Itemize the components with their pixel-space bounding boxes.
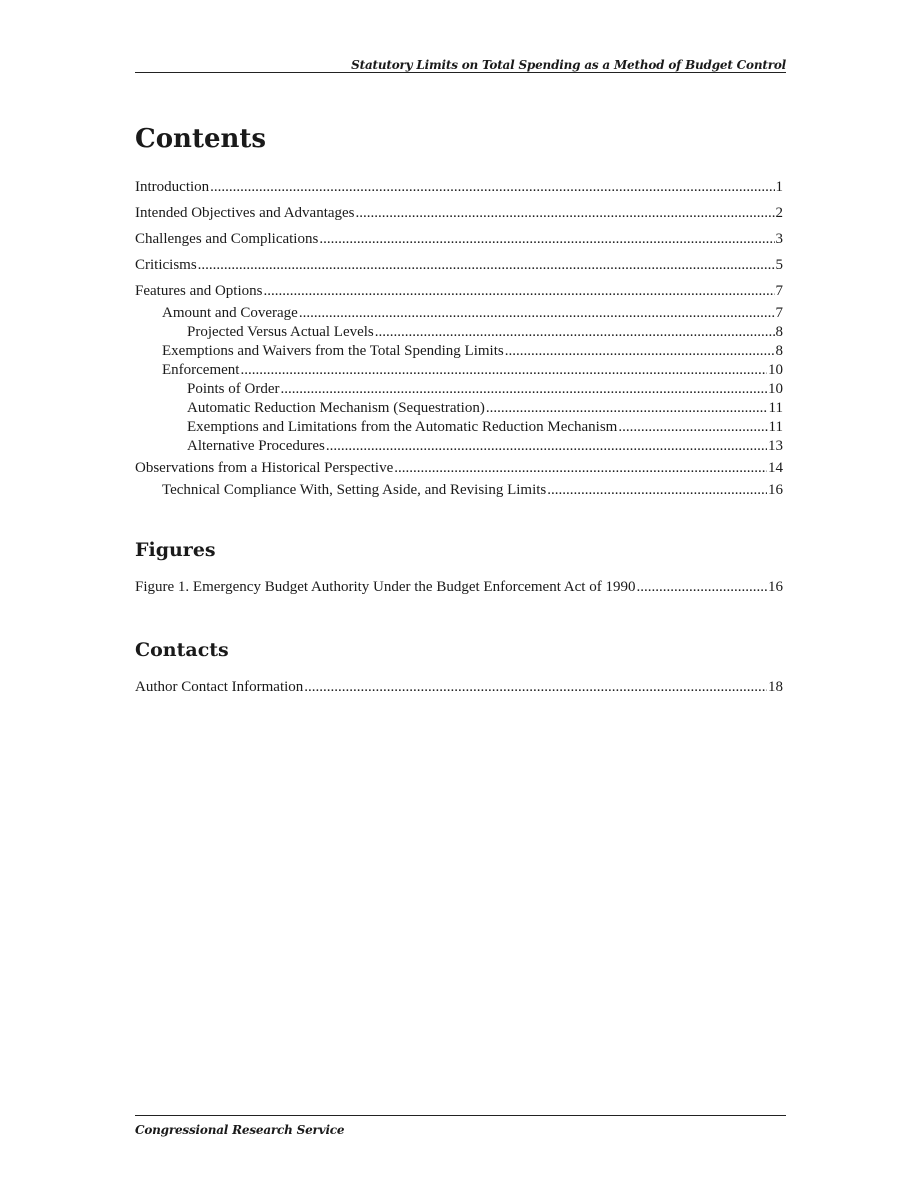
dot-leader xyxy=(505,342,775,361)
toc-entry-title: Points of Order xyxy=(187,381,280,397)
dot-leader xyxy=(356,204,775,223)
toc-entry[interactable] xyxy=(135,578,783,597)
dot-leader xyxy=(618,418,767,437)
toc-entry-page: 10 xyxy=(768,362,783,378)
toc-entry[interactable] xyxy=(135,204,783,223)
dot-leader xyxy=(636,578,767,597)
toc-entry[interactable] xyxy=(135,282,783,301)
toc-entry-page: 16 xyxy=(768,579,783,595)
dot-leader xyxy=(486,399,768,418)
toc-entry-title: Exemptions and Limitations from the Automatic Reduction Mechanism xyxy=(187,419,618,435)
toc-entry-title: Author Contact Information xyxy=(135,679,304,695)
contacts-heading: Contacts xyxy=(135,639,229,661)
toc-entry[interactable] xyxy=(135,361,783,380)
toc-entry[interactable] xyxy=(135,304,783,323)
toc-entry-page: 11 xyxy=(768,419,783,435)
toc-entry-page: 13 xyxy=(768,438,783,454)
toc-entry-title: Features and Options xyxy=(135,283,263,299)
running-title: Statutory Limits on Total Spending as a Method of Budget Control xyxy=(351,58,786,72)
toc-entry[interactable] xyxy=(135,678,783,697)
toc-entry-page: 8 xyxy=(775,324,783,340)
toc-entry-title: Projected Versus Actual Levels xyxy=(187,324,374,340)
dot-leader xyxy=(281,380,768,399)
toc-entry-title: Exemptions and Waivers from the Total Spending Limits xyxy=(162,343,504,359)
toc-entry-title: Alternative Procedures xyxy=(187,438,325,454)
toc-entry-page: 7 xyxy=(775,283,783,299)
footer-text: Congressional Research Service xyxy=(135,1123,345,1137)
toc-entry-title: Intended Objectives and Advantages xyxy=(135,205,355,221)
toc-entry[interactable] xyxy=(135,399,783,418)
figures-list xyxy=(135,578,783,604)
running-footer xyxy=(135,1115,786,1139)
toc-entry[interactable] xyxy=(135,481,783,500)
toc-entry-title: Technical Compliance With, Setting Aside, and Revising Limits xyxy=(162,482,547,498)
toc-entry-page: 2 xyxy=(775,205,783,221)
toc-entry-page: 1 xyxy=(775,179,783,195)
dot-leader xyxy=(240,361,767,380)
contents-list xyxy=(135,178,783,500)
dot-leader xyxy=(375,323,775,342)
toc-entry-title: Automatic Reduction Mechanism (Sequestration) xyxy=(187,400,485,416)
dot-leader xyxy=(299,304,775,323)
toc-entry-page: 18 xyxy=(768,679,783,695)
figures-heading: Figures xyxy=(135,539,216,561)
toc-entry[interactable] xyxy=(135,380,783,399)
running-header xyxy=(135,55,786,73)
dot-leader xyxy=(210,178,774,197)
toc-entry[interactable] xyxy=(135,256,783,275)
toc-entry-page: 7 xyxy=(775,305,783,321)
toc-entry-title: Enforcement xyxy=(162,362,240,378)
dot-leader xyxy=(304,678,767,697)
toc-entry[interactable] xyxy=(135,178,783,197)
dot-leader xyxy=(326,437,767,456)
toc-entry-page: 8 xyxy=(775,343,783,359)
toc-entry-page: 11 xyxy=(768,400,783,416)
toc-entry[interactable] xyxy=(135,418,783,437)
toc-entry-page: 10 xyxy=(768,381,783,397)
dot-leader xyxy=(198,256,775,275)
toc-entry[interactable] xyxy=(135,323,783,342)
toc-entry-title: Amount and Coverage xyxy=(162,305,298,321)
toc-entry-title: Observations from a Historical Perspective xyxy=(135,460,394,476)
toc-entry[interactable] xyxy=(135,459,783,478)
dot-leader xyxy=(547,481,767,500)
toc-entry-page: 5 xyxy=(775,257,783,273)
dot-leader xyxy=(394,459,767,478)
toc-entry-page: 14 xyxy=(768,460,783,476)
toc-entry-title: Criticisms xyxy=(135,257,197,273)
dot-leader xyxy=(319,230,774,249)
contacts-list xyxy=(135,678,783,704)
toc-entry[interactable] xyxy=(135,342,783,361)
dot-leader xyxy=(263,282,774,301)
toc-entry-title: Challenges and Complications xyxy=(135,231,319,247)
toc-entry-page: 16 xyxy=(768,482,783,498)
toc-entry[interactable] xyxy=(135,230,783,249)
toc-entry[interactable] xyxy=(135,437,783,456)
contents-heading: Contents xyxy=(135,124,267,154)
toc-entry-title: Figure 1. Emergency Budget Authority Under the Budget Enforcement Act of 1990 xyxy=(135,579,636,595)
toc-entry-title: Introduction xyxy=(135,179,210,195)
toc-entry-page: 3 xyxy=(775,231,783,247)
